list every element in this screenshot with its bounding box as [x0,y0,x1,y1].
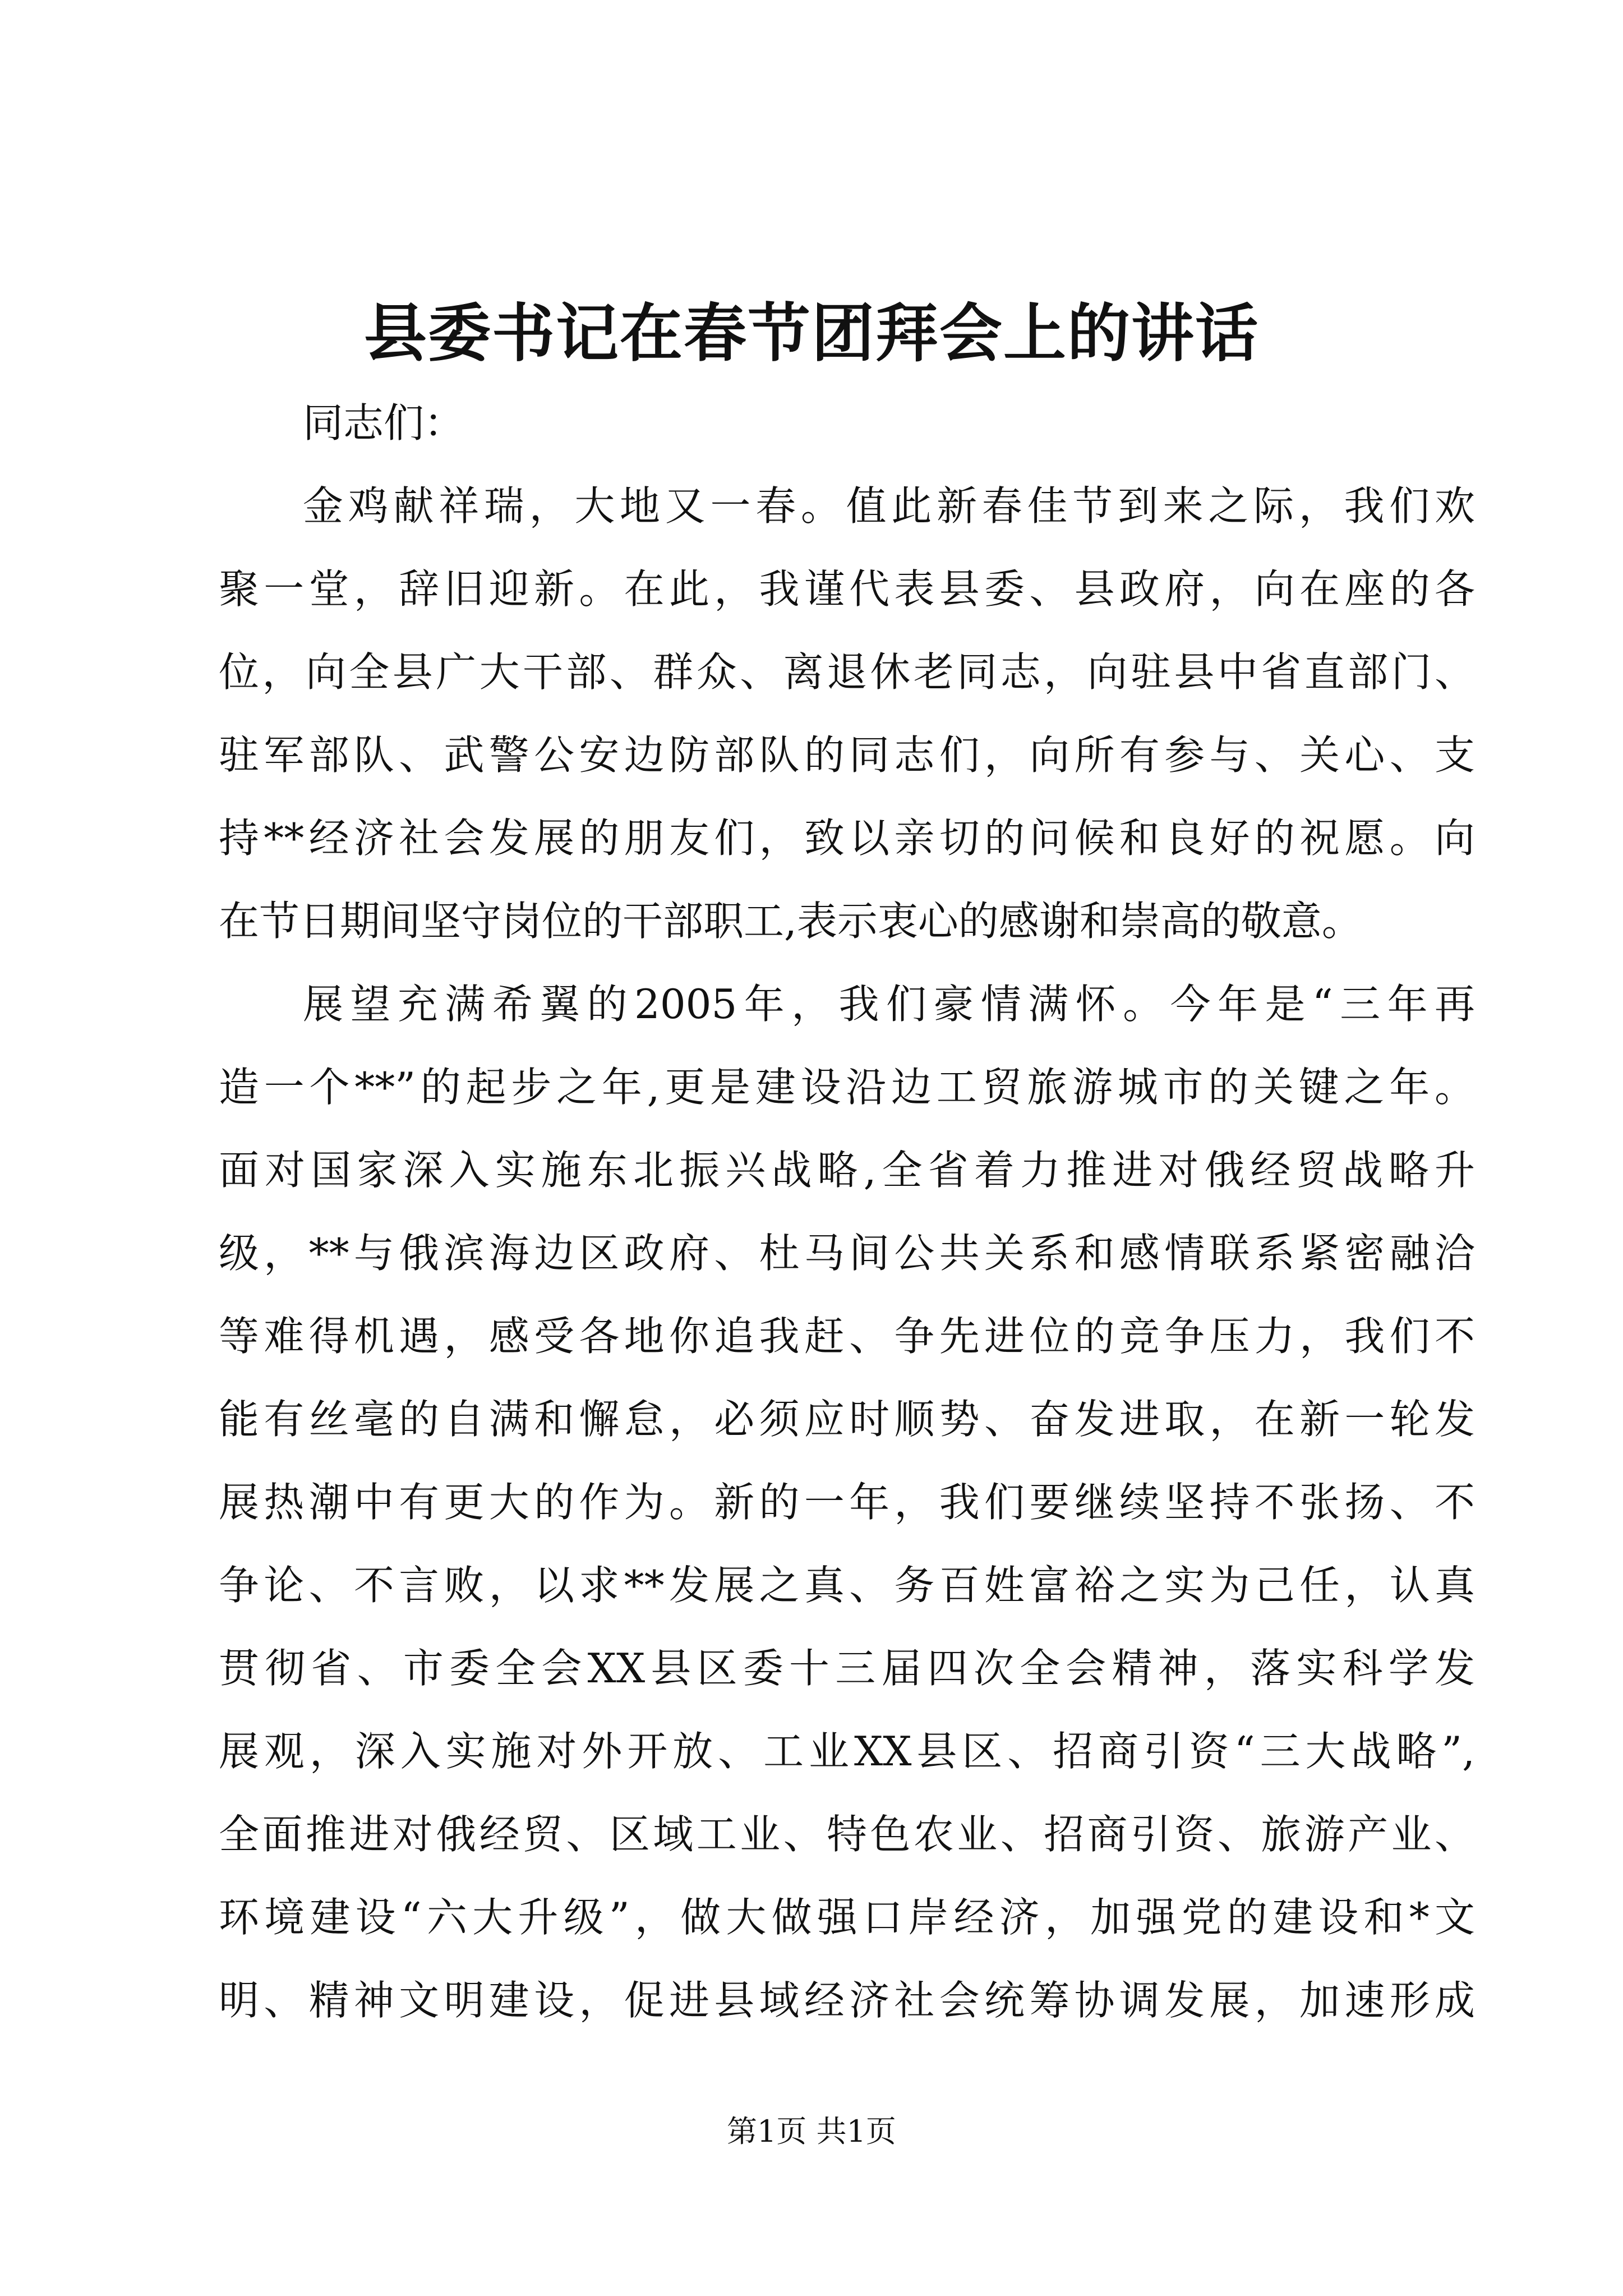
body-line: 在节日期间坚守岗位的干部职工,表示衷心的感谢和崇高的敬意。 [219,898,1362,945]
body-line: 明、精神文明建设，促进县域经济社会统筹协调发展，加速形成 [219,1977,1475,2024]
body-line: 金鸡献祥瑞，大地又一春。值此新春佳节到来之际，我们欢 [303,482,1475,530]
body-line: 级，**与俄滨海边区政府、杜马间公共关系和感情联系紧密融洽 [219,1230,1475,1277]
body-line: 展观，深入实施对外开放、工业XX县区、招商引资“三大战略”, [219,1728,1475,1775]
salutation-line: 同志们： [303,399,465,447]
page-number-footer: 第1页 共1页 [727,2114,896,2149]
body-line: 面对国家深入实施东北振兴战略,全省着力推进对俄经贸战略升 [219,1147,1475,1194]
body-line: 驻军部队、武警公安边防部队的同志们，向所有参与、关心、支 [219,731,1475,779]
body-line: 造一个**”的起步之年,更是建设沿边工贸旅游城市的关键之年。 [219,1064,1475,1111]
document-title: 县委书记在春节团拜会上的讲话 [364,297,1259,370]
body-line: 争论、不言败，以求**发展之真、务百姓富裕之实为己任，认真 [219,1562,1475,1609]
body-line: 等难得机遇，感受各地你追我赶、争先进位的竞争压力，我们不 [219,1313,1475,1360]
body-line: 持**经济社会发展的朋友们，致以亲切的问候和良好的祝愿。向 [219,815,1475,862]
body-line: 环境建设“六大升级”，做大做强口岸经济，加强党的建设和*文 [219,1894,1475,1941]
document-body [219,381,1475,2042]
body-line: 位，向全县广大干部、群众、离退休老同志，向驻县中省直部门、 [219,648,1475,696]
body-line: 贯彻省、市委全会XX县区委十三届四次全会精神，落实科学发 [219,1645,1475,1692]
body-line: 展望充满希翼的2005年，我们豪情满怀。今年是“三年再 [303,981,1475,1028]
body-line: 能有丝毫的自满和懈怠，必须应时顺势、奋发进取，在新一轮发 [219,1396,1475,1443]
body-line: 全面推进对俄经贸、区域工业、特色农业、招商引资、旅游产业、 [219,1811,1475,1858]
body-line: 聚一堂，辞旧迎新。在此，我谨代表县委、县政府，向在座的各 [219,565,1475,613]
body-line: 展热潮中有更大的作为。新的一年，我们要继续坚持不张扬、不 [219,1479,1475,1526]
